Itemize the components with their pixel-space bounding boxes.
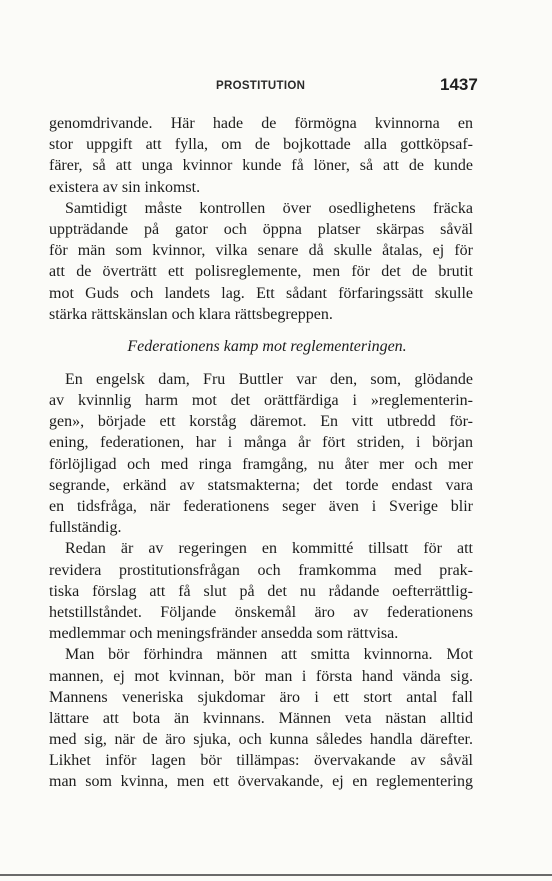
text-line: Man bör förhindra männen att smitta kvinnorna. Mot: [65, 646, 473, 664]
paragraph: [49, 644, 473, 792]
text-line: med sig, när de äro sjuka, och kunna således handla därefter.: [49, 731, 473, 749]
paragraph: [49, 538, 473, 644]
text-line: revidera prostitutionsfrågan och framkomma med prak-: [49, 561, 473, 579]
text-line: medlemmar och meningsfränder ansedda som rättvisa.: [49, 625, 399, 643]
text-line: att de överträtt ett polisreglemente, men för det de brutit: [49, 263, 473, 281]
bottom-rule: [0, 874, 552, 876]
body-text: [49, 113, 473, 793]
paragraph: [49, 369, 473, 539]
text-line: förlöjligad och med ringa framgång, nu åter mer och mer: [49, 455, 473, 473]
text-line: tiska förslag att få slut på det nu rådande oefterrättlig-: [49, 582, 473, 600]
text-line: mannen, ej mot kvinnan, bör man i första hand vända sig.: [49, 667, 473, 685]
text-line: av kvinnlig harm mot det orättfärdiga i »reglementerin-: [49, 392, 473, 410]
paragraph: [49, 113, 473, 198]
text-line: stärka rättskänslan och klara rättsbegreppen.: [49, 305, 333, 323]
text-line: ening, federationen, har i många år fört striden, i början: [49, 434, 473, 452]
text-line: Mannens veneriska sjukdomar äro i ett stort antal fall: [49, 688, 473, 706]
text-line: färer, så att unga kvinnor kunde få löner, så att de kunde: [49, 157, 473, 175]
page-number: 1437: [440, 75, 478, 94]
text-line: fullständig.: [49, 519, 122, 537]
text-line: Redan är av regeringen en kommitté tillsatt för att: [65, 540, 473, 558]
text-line: lättare att bota än kvinnans. Männen veta nästan alltid: [49, 709, 473, 727]
section-heading: Federationens kamp mot reglementeringen.: [127, 337, 407, 355]
text-line: existera av sin inkomst.: [49, 178, 201, 196]
text-line: för män som kvinnor, vilka senare då skulle åtalas, ej för: [49, 242, 473, 260]
text-line: gen», började ett korståg däremot. En vitt utbredd för-: [49, 413, 473, 431]
text-line: Samtidigt måste kontrollen över osedlighetens fräcka: [65, 199, 473, 217]
text-line: Likhet inför lagen bör tillämpas: övervakande av såväl: [49, 752, 473, 770]
page-header: [0, 75, 552, 99]
paragraph: [49, 198, 473, 325]
text-line: uppträdande på gator och öppna platser skärpas såväl: [49, 220, 473, 238]
text-line: stor uppgift att fylla, om de bojkottade alla gottköpsaf-: [49, 136, 473, 154]
text-line: segrande, erkänd av statsmakterna; det torde endast vara: [49, 476, 473, 494]
text-line: man som kvinna, men ett övervakande, ej en reglementering: [49, 773, 473, 791]
text-line: en tidsfråga, när federationens seger även i Sverige blir: [49, 498, 473, 515]
text-line: En engelsk dam, Fru Buttler var den, som, glödande: [65, 370, 473, 388]
text-line: genomdrivande. Här hade de förmögna kvinnorna en: [49, 115, 473, 132]
text-line: hetstillståndet. Följande önskemål äro av federationens: [49, 603, 473, 621]
text-line: mot Guds och landets lag. Ett sådant förfaringssätt skulle: [49, 284, 473, 302]
running-title: PROSTITUTION: [216, 80, 306, 92]
